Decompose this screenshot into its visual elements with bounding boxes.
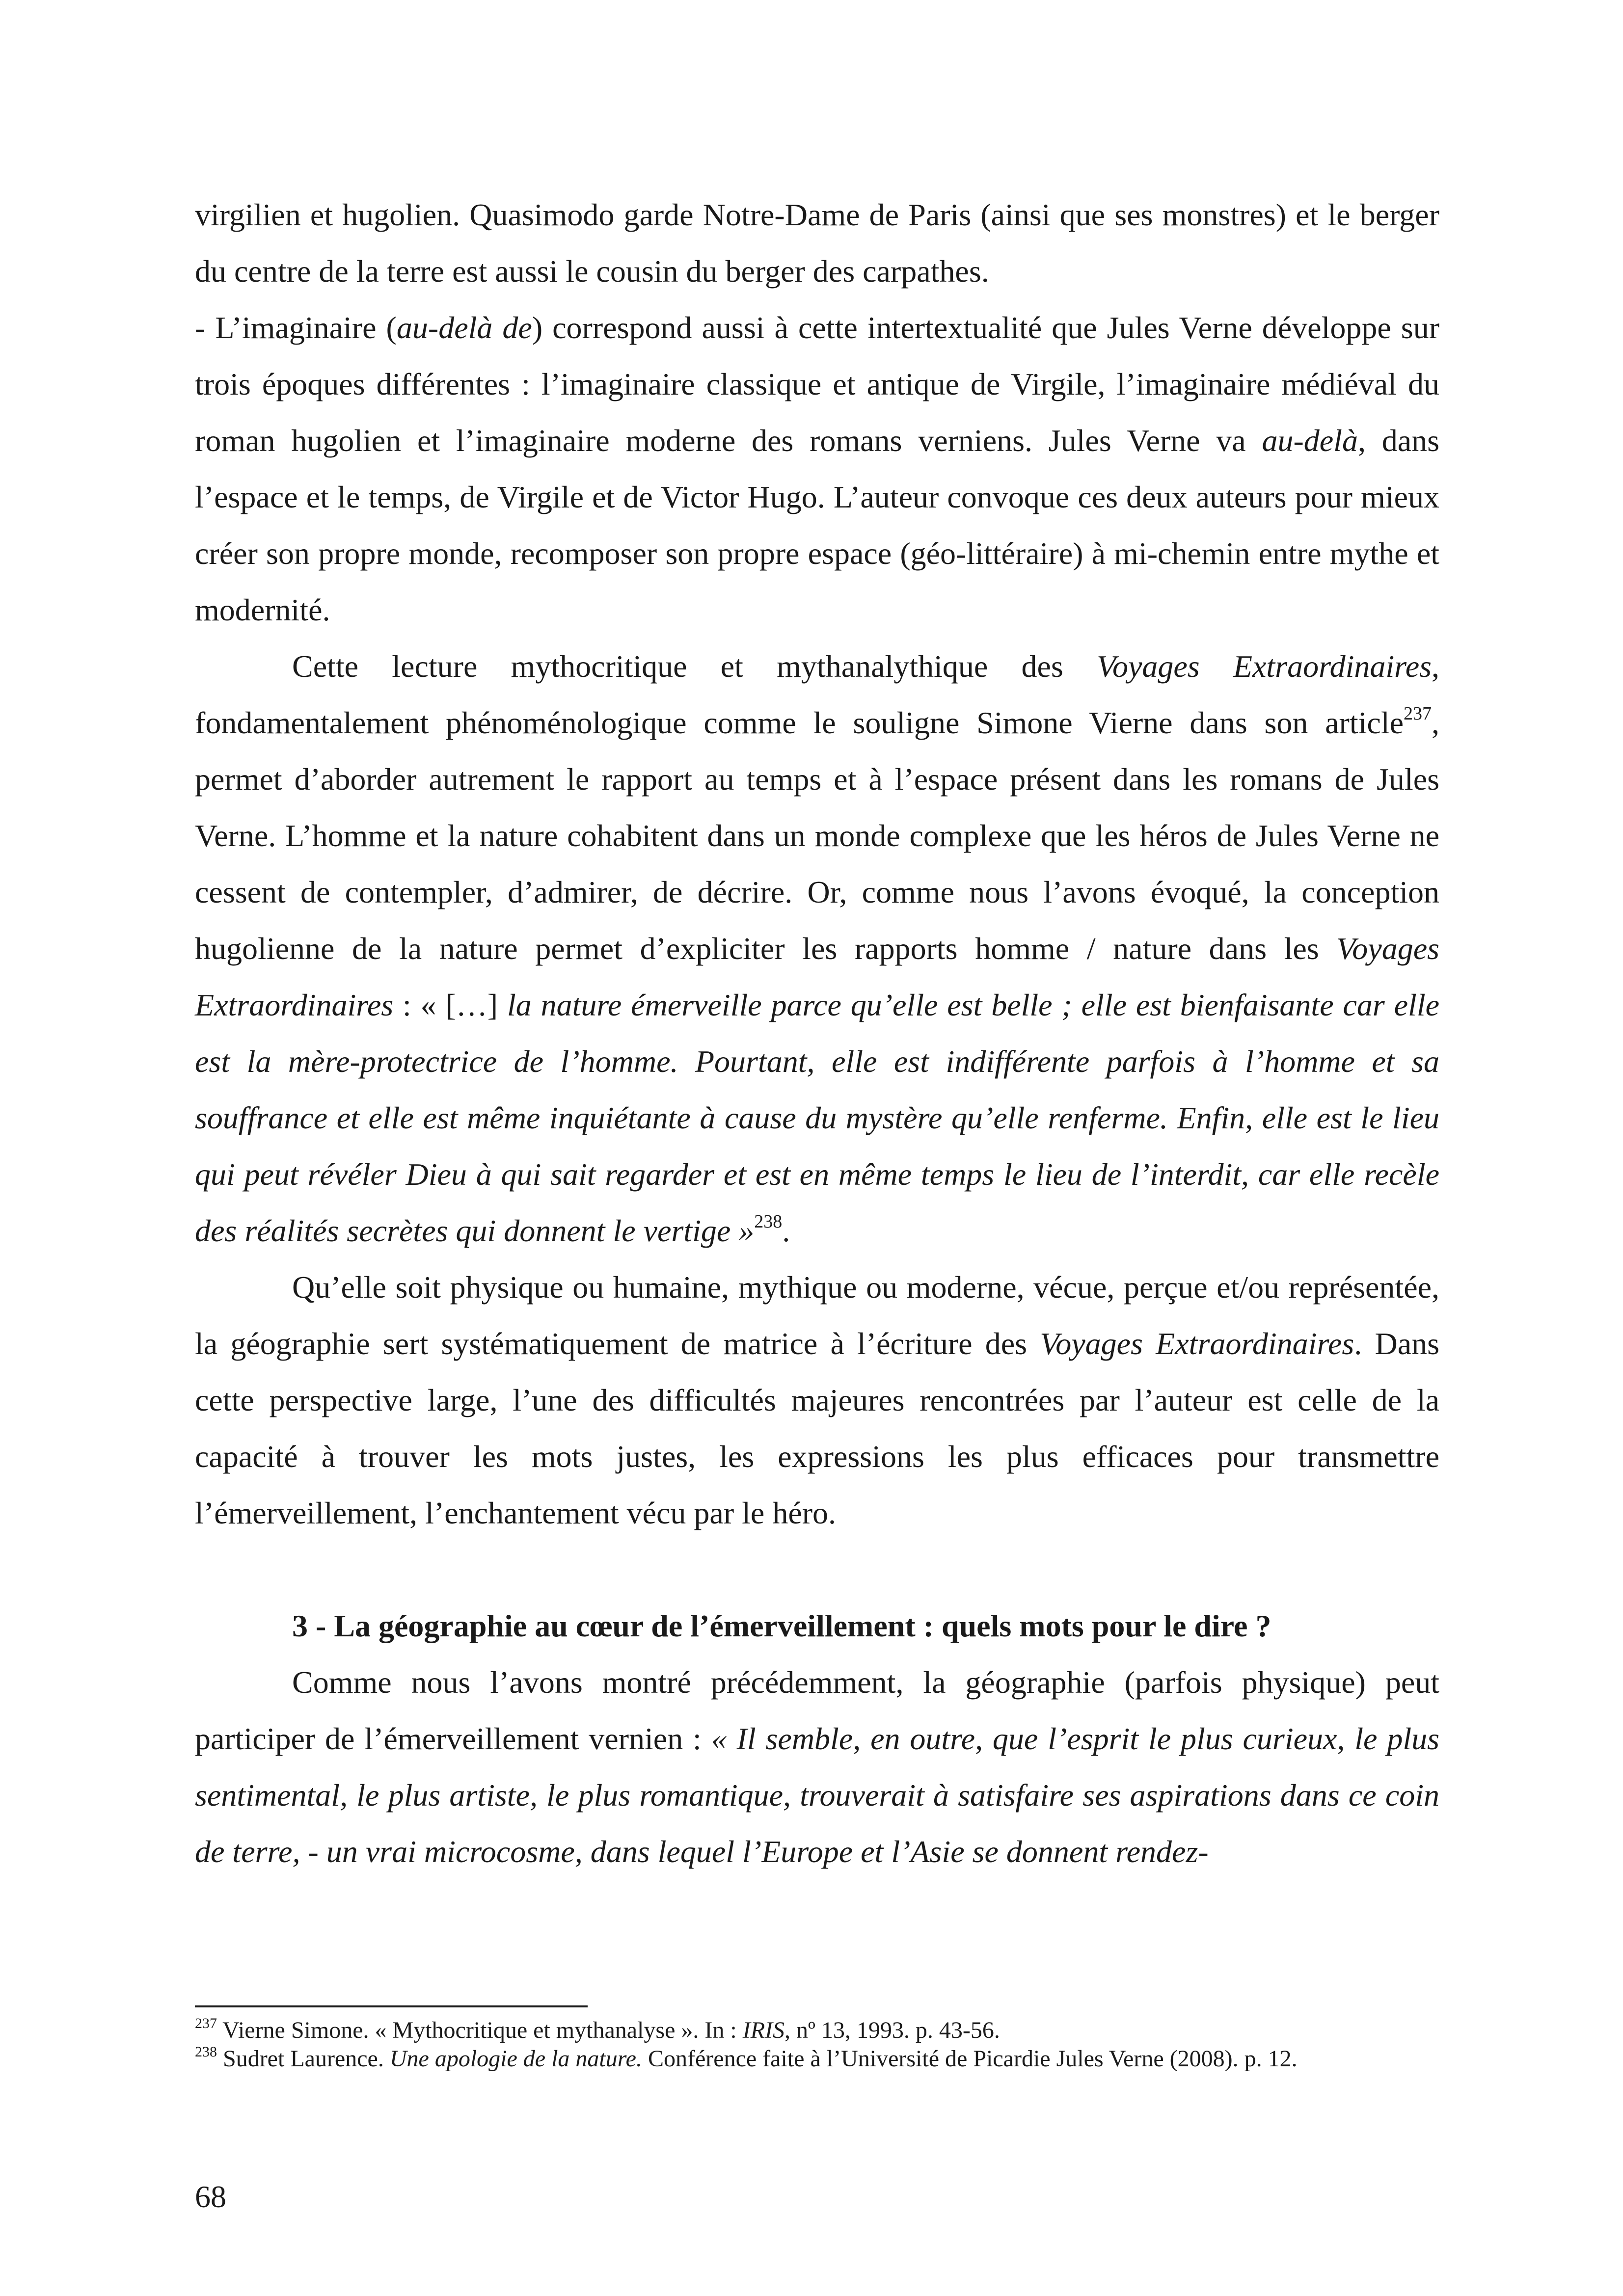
page-number: 68	[195, 2179, 226, 2214]
footnote-ref-238[interactable]: 238	[754, 1211, 783, 1232]
paragraph-2: - L’imaginaire (au-delà de) correspond aussi à cette intertextualité que Jules Verne développe sur trois époques différentes : l’imaginaire classique et antique de Virgile, l’imaginaire médiéval du roman hugolien et l’imaginaire moderne des romans verniens. Jules Verne va au-delà, dans l’espace et le temps, de Virgile et de Victor Hugo. L’auteur convoque ces deux auteurs pour mieux créer son propre monde, recomposer son propre espace (géo-littéraire) à mi-chemin entre mythe et modernité.	[195, 310, 1440, 627]
footnote-ref-237[interactable]: 237	[1404, 703, 1432, 724]
footnote-divider	[195, 2005, 588, 2007]
paragraph-4: Qu’elle soit physique ou humaine, mythique ou moderne, vécue, perçue et/ou représentée, la géographie sert systématiquement de matrice à l’écriture des Voyages Extraordinaires. Dans cette perspective large, l’une des difficultés majeures rencontrées par l’auteur est celle de la capacité à trouver les mots justes, les expressions les plus efficaces pour transmettre l’émerveillement, l’enchantement vécu par le héro.	[195, 1270, 1440, 1530]
paragraph-3: Cette lecture mythocritique et mythanalythique des Voyages Extraordinaires, fondamentalement phénoménologique comme le souligne Simone Vierne dans son article$^{237}$, permet d’aborder autrement le rapport au temps et à l’espace présent dans les romans de Jules Verne. L’homme et la nature cohabitent dans un monde complexe que les héros de Jules Verne ne cessent de contempler, d’admirer, de décrire. Or, comme nous l’avons évoqué, la conception hugolienne de la nature permet d’expliciter les rapports homme / nature dans les Voyages Extraordinaires : « […] la nature émerveille parce qu’elle est belle ; elle est bienfaisante car elle est la mère-protectrice de l’homme. Pourtant, elle est indifférente parfois à l’homme et sa souffrance et elle est même inquiétante à cause du mystère qu’elle renferme. Enfin, elle est le lieu qui peut révéler Dieu à qui sait regarder et est en même temps le lieu de l’interdit, car elle recèle des réalités secrètes qui donnent le vertige »$^{238}$.	[195, 649, 1440, 1248]
footnotes	[195, 2016, 1439, 2073]
section-heading: 3 - La géographie au cœur de l’émerveillement : quels mots pour le dire ?	[292, 1608, 1271, 1643]
body-text	[195, 187, 1439, 1880]
paragraph-5: Comme nous l’avons montré précédemment, la géographie (parfois physique) peut participer de l’émerveillement vernien : « Il semble, en outre, que l’esprit le plus curieux, le plus sentimental, le plus artiste, le plus romantique, trouverait à satisfaire ses aspirations dans ce coin de terre, - un vrai microcosme, dans lequel l’Europe et l’Asie se donnent rendez-	[195, 1665, 1440, 1869]
footnote-238: $^{238}$ Sudret Laurence. Une apologie de la nature. Conférence faite à l’Université de Picardie Jules Verne (2008). p. 12.	[195, 2044, 1298, 2072]
paragraph-1: virgilien et hugolien. Quasimodo garde Notre-Dame de Paris (ainsi que ses monstres) et le berger du centre de la terre est aussi le cousin du berger des carpathes.	[195, 197, 1439, 289]
footnote-237: $^{237}$ Vierne Simone. « Mythocritique et mythanalyse ». In : IRIS, nº 13, 1993. p. 43-56.	[195, 2015, 1000, 2043]
